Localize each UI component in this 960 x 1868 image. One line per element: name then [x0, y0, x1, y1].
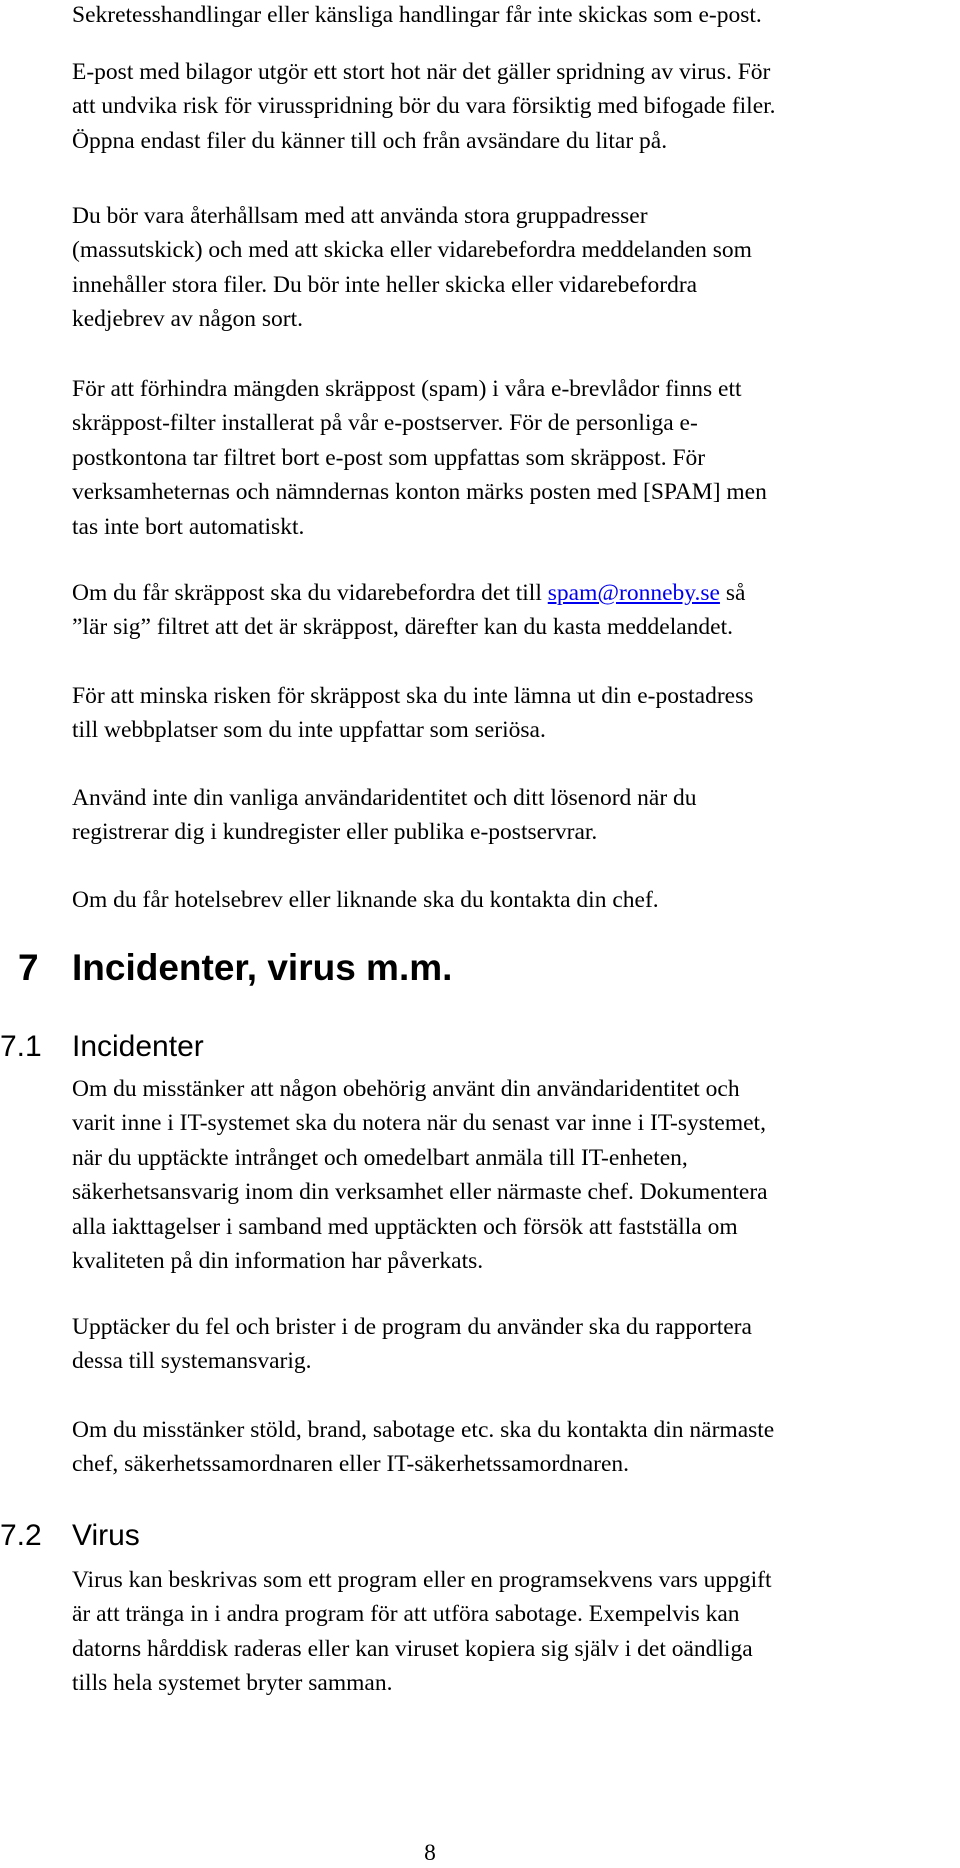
paragraph-attachments-virus	[72, 55, 952, 158]
text-line: innehåller stora filer. Du bör inte heller skicka eller vidarebefordra	[72, 271, 698, 298]
text-line: Om du misstänker stöld, brand, sabotage etc. ska du kontakta din närmaste	[72, 1417, 775, 1443]
text-line: kedjebrev av någon sort.	[72, 306, 304, 333]
paragraph-forward-spam	[72, 576, 952, 645]
text-line: alla iakttagelser i samband med upptäckten och försök att fastställa om	[72, 1213, 738, 1240]
text-line: Om du får hotelsebrev eller liknande ska du kontakta din chef.	[72, 887, 659, 913]
text-after-link: så	[719, 580, 746, 606]
paragraph-unauthorized-access	[72, 1072, 952, 1278]
text-line: Du bör vara återhållsam med att använda stora gruppadresser	[72, 203, 648, 229]
text-line: Virus kan beskrivas som ett program eller en programsekvens vars uppgift	[72, 1567, 772, 1593]
paragraph-group-addresses	[72, 199, 952, 337]
text-line: Använd inte din vanliga användaridentitet och ditt lösenord när du	[72, 785, 697, 811]
text-line: kvaliteten på din information har påverkats.	[72, 1248, 484, 1275]
text-line: till webbplatser som du inte uppfattar som seriösa.	[72, 717, 546, 744]
text-line: tas inte bort automatiskt.	[72, 513, 305, 540]
text-line: chef, säkerhetssamordnaren eller IT-säkerhetssamordnaren.	[72, 1451, 630, 1478]
text-line: Sekretesshandlingar eller känsliga handlingar får inte skickas som e-post.	[72, 2, 762, 28]
section-title: Incidenter	[72, 1030, 204, 1063]
section-number: 7	[18, 947, 39, 988]
text-line: registrerar dig i kundregister eller publika e-postservrar.	[72, 819, 598, 846]
paragraph-theft-fire	[72, 1413, 952, 1482]
text-line: Upptäcker du fel och brister i de program du använder ska du rapportera	[72, 1314, 752, 1340]
text-line: säkerhetsansvarig inom din verksamhet eller närmaste chef. Dokumentera	[72, 1179, 768, 1206]
paragraph-threat-letters	[72, 883, 952, 917]
text-line: skräppost-filter installerat på vår e-postserver. För de personliga e-	[72, 410, 698, 437]
section-number: 7.2	[0, 1519, 42, 1552]
text-line	[72, 576, 952, 610]
text-line: För att minska risken för skräppost ska du inte lämna ut din e-postadress	[72, 683, 754, 709]
text-line: varit inne i IT-systemet ska du notera när du senast var inne i IT-systemet,	[72, 1110, 766, 1137]
spam-email-link[interactable]: spam@ronneby.se	[547, 580, 720, 606]
paragraph-virus-description	[72, 1563, 952, 1701]
paragraph-spam-filter	[72, 372, 952, 544]
text-line: att undvika risk för virusspridning bör du vara försiktig med bifogade filer.	[72, 93, 776, 120]
text-line: när du upptäckte intrånget och omedelbart anmäla till IT-enheten,	[72, 1144, 688, 1171]
text-line: dessa till systemansvarig.	[72, 1348, 312, 1375]
text-line: (massutskick) och med att skicka eller vidarebefordra meddelanden som	[72, 237, 752, 264]
section-heading-7-2	[0, 1515, 960, 1557]
text-line: är att tränga in i andra program för att utföra sabotage. Exempelvis kan	[72, 1601, 740, 1628]
text-line: postkontona tar filtret bort e-post som uppfattas som skräppost. För	[72, 444, 706, 471]
section-heading-7	[0, 943, 960, 993]
section-title: Incidenter, virus m.m.	[72, 947, 453, 988]
text-line: verksamheternas och nämndernas konton märks posten med [SPAM] men	[72, 479, 767, 506]
text-line: tills hela systemet bryter samman.	[72, 1670, 393, 1697]
section-number: 7.1	[0, 1030, 42, 1063]
paragraph-email-restriction	[72, 0, 952, 32]
text-line: E-post med bilagor utgör ett stort hot när det gäller spridning av virus. För	[72, 59, 771, 85]
paragraph-credentials	[72, 781, 952, 850]
section-heading-7-1	[0, 1026, 960, 1068]
text-line: Om du misstänker att någon obehörig använt din användaridentitet och	[72, 1076, 740, 1102]
text-before-link: Om du får skräppost ska du vidarebefordra det till	[72, 580, 548, 606]
paragraph-report-errors	[72, 1310, 952, 1379]
text-line: ”lär sig” filtret att det är skräppost, därefter kan du kasta meddelandet.	[72, 614, 733, 641]
text-line: datorns hårddisk raderas eller kan viruset kopiera sig själv i det oändliga	[72, 1635, 753, 1662]
text-line: Öppna endast filer du känner till och från avsändare du litar på.	[72, 127, 668, 154]
paragraph-share-address	[72, 679, 952, 748]
page-number: 8	[424, 1840, 436, 1866]
section-title: Virus	[72, 1519, 140, 1552]
text-line: För att förhindra mängden skräppost (spam) i våra e-brevlådor finns ett	[72, 376, 742, 402]
